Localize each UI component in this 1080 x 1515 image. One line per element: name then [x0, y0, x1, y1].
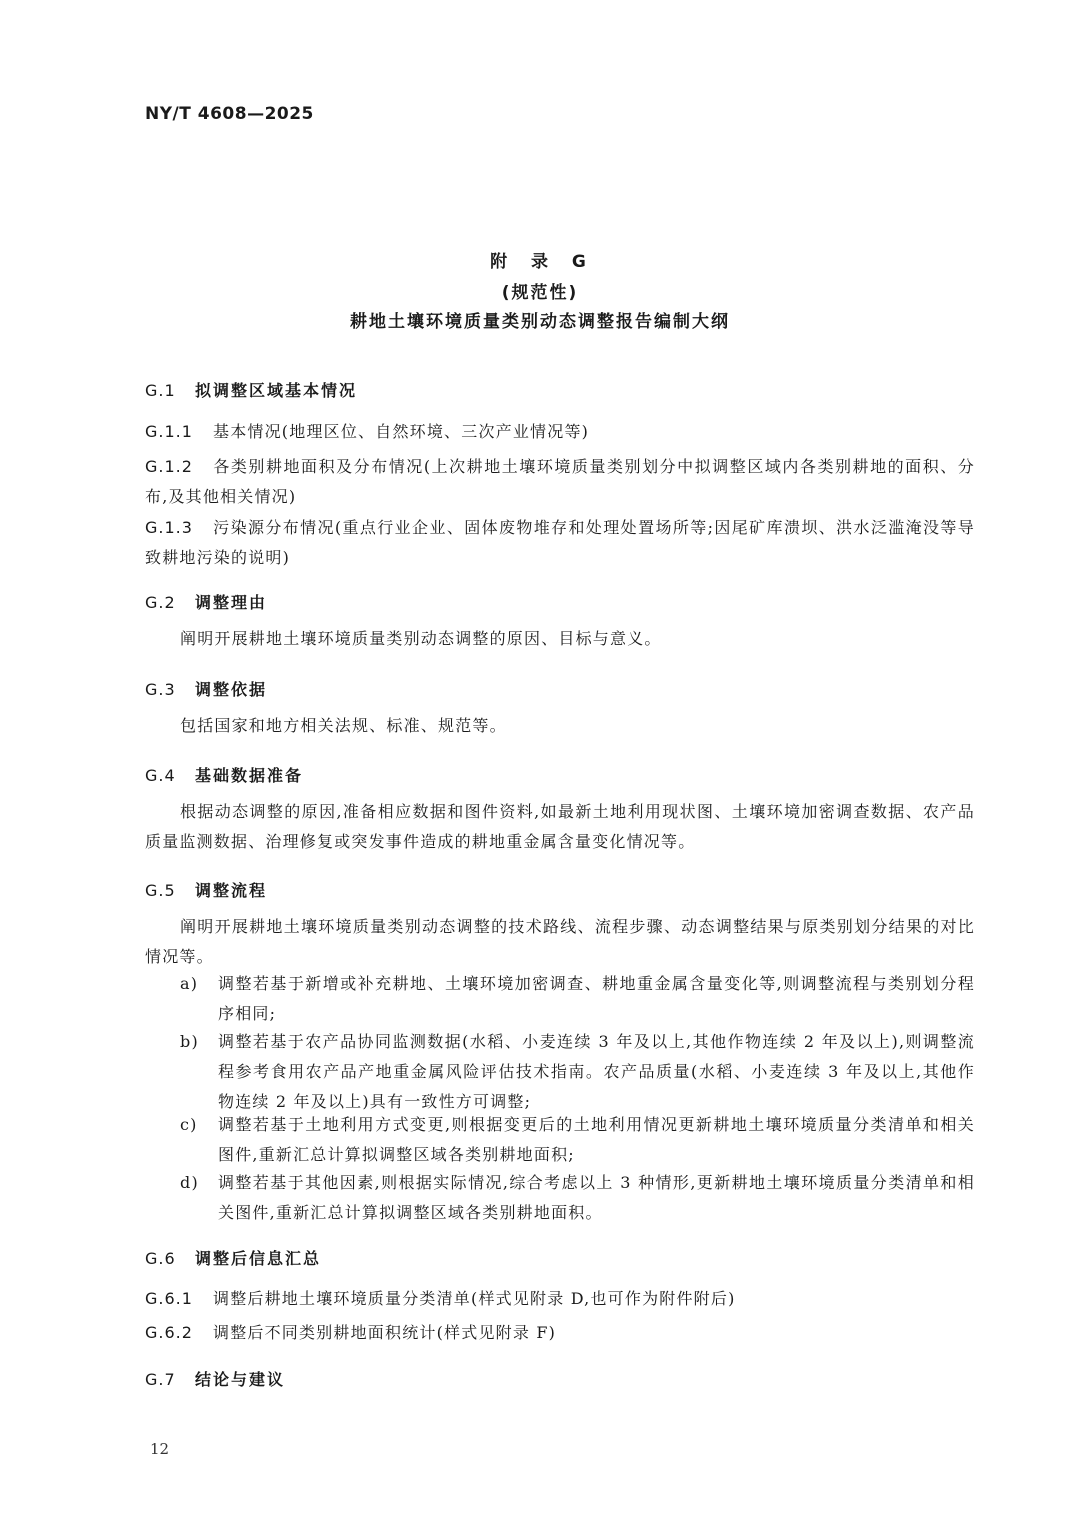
- subsection-number: G.6.1: [145, 1289, 193, 1308]
- section-title: 基础数据准备: [195, 766, 304, 785]
- subsection-g6-1: [145, 1284, 975, 1314]
- subsection-text: 调整后耕地土壤环境质量分类清单(样式见附录 D,也可作为附件附后): [213, 1289, 736, 1308]
- section-title: 调整依据: [195, 680, 268, 699]
- section-number: G.1: [145, 381, 176, 400]
- list-label: c): [180, 1115, 198, 1134]
- subsection-number: G.1.1: [145, 422, 193, 441]
- list-label: a): [180, 974, 199, 993]
- standard-code: NY/T 4608—2025: [145, 104, 314, 124]
- subsection-text: 调整后不同类别耕地面积统计(样式见附录 F): [213, 1323, 557, 1342]
- section-g1-heading: [145, 378, 357, 401]
- section-g2-heading: [145, 590, 267, 613]
- section-g3-paragraph: 包括国家和地方相关法规、标准、规范等。: [180, 716, 507, 735]
- section-g2-paragraph: 阐明开展耕地土壤环境质量类别动态调整的原因、目标与意义。: [180, 629, 662, 648]
- list-item-c: [180, 1110, 975, 1170]
- section-g7-heading: [145, 1367, 285, 1390]
- section-number: G.5: [145, 881, 176, 900]
- subsection-number: G.1.2: [145, 457, 193, 476]
- section-number: G.3: [145, 680, 176, 699]
- page-number: 12: [150, 1440, 170, 1458]
- list-item-a: [180, 969, 975, 1029]
- appendix-title: 附 录 G: [490, 252, 590, 272]
- subsection-text: 各类别耕地面积及分布情况(上次耕地土壤环境质量类别划分中拟调整区域内各类别耕地的面积、分布,及其他相关情况): [145, 457, 975, 506]
- appendix-type: (规范性): [501, 283, 579, 303]
- subsection-text: 基本情况(地理区位、自然环境、三次产业情况等): [213, 422, 590, 441]
- section-title: 拟调整区域基本情况: [195, 381, 358, 400]
- section-g4-heading: [145, 763, 303, 786]
- section-g5-heading: [145, 878, 267, 901]
- list-item-b: [180, 1027, 975, 1117]
- section-number: G.4: [145, 766, 176, 785]
- section-title: 调整理由: [195, 593, 268, 612]
- appendix-name: 耕地土壤环境质量类别动态调整报告编制大纲: [350, 312, 730, 332]
- section-g5-paragraph: 阐明开展耕地土壤环境质量类别动态调整的技术路线、流程步骤、动态调整结果与原类别划分结果的对比情况等。: [145, 917, 975, 966]
- subsection-g1-3: [145, 513, 975, 573]
- list-label: d): [180, 1173, 199, 1192]
- section-number: G.6: [145, 1249, 176, 1268]
- section-g6-heading: [145, 1246, 321, 1269]
- section-g4-paragraph: 根据动态调整的原因,准备相应数据和图件资料,如最新土地利用现状图、土壤环境加密调查数据、农产品质量监测数据、治理修复或突发事件造成的耕地重金属含量变化情况等。: [145, 802, 975, 851]
- section-number: G.2: [145, 593, 176, 612]
- section-title: 结论与建议: [195, 1370, 286, 1389]
- section-g3-heading: [145, 677, 267, 700]
- list-text: 调整若基于其他因素,则根据实际情况,综合考虑以上 3 种情形,更新耕地土壤环境质量分类清单和相关图件,重新汇总计算拟调整区域各类别耕地面积。: [218, 1173, 975, 1222]
- section-number: G.7: [145, 1370, 176, 1389]
- subsection-g1-2: [145, 452, 975, 512]
- subsection-text: 污染源分布情况(重点行业企业、固体废物堆存和处理处置场所等;因尾矿库溃坝、洪水泛滥淹没等导致耕地污染的说明): [145, 518, 975, 567]
- list-label: b): [180, 1032, 199, 1051]
- subsection-number: G.6.2: [145, 1323, 193, 1342]
- subsection-g6-2: [145, 1318, 975, 1348]
- list-text: 调整若基于新增或补充耕地、土壤环境加密调查、耕地重金属含量变化等,则调整流程与类别划分程序相同;: [218, 974, 975, 1023]
- subsection-g1-1: [145, 417, 975, 447]
- section-title: 调整流程: [195, 881, 268, 900]
- list-text: 调整若基于土地利用方式变更,则根据变更后的土地利用情况更新耕地土壤环境质量分类清单和相关图件,重新汇总计算拟调整区域各类别耕地面积;: [218, 1115, 975, 1164]
- section-title: 调整后信息汇总: [195, 1249, 322, 1268]
- list-item-d: [180, 1168, 975, 1228]
- subsection-number: G.1.3: [145, 518, 193, 537]
- list-text: 调整若基于农产品协同监测数据(水稻、小麦连续 3 年及以上,其他作物连续 2 年及以上),则调整流程参考食用农产品产地重金属风险评估技术指南。农产品质量(水稻、小麦连续 3 年及以上,其他作物连续 2 年及以上)具有一致性方可调整;: [218, 1032, 975, 1111]
